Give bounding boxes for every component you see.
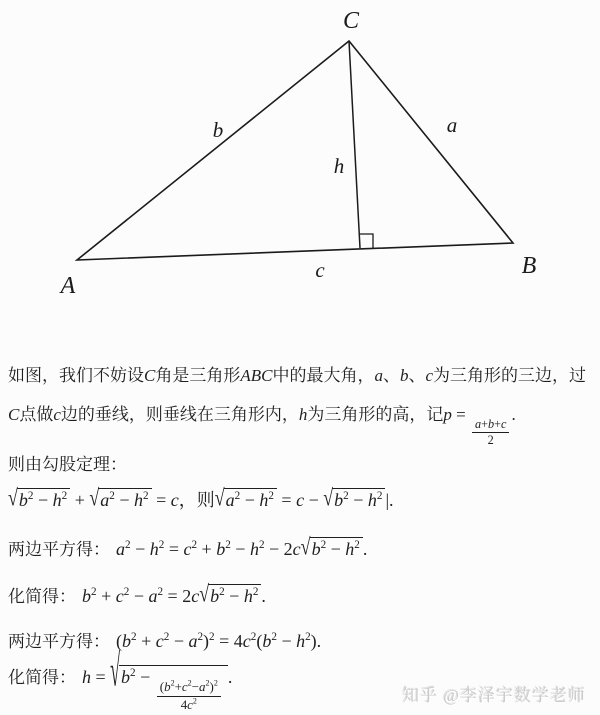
proof-step-1 <box>8 486 394 512</box>
triangle-abc-outline <box>77 41 513 260</box>
proof-step-4 <box>8 627 321 652</box>
side-label-a: a <box>446 113 458 137</box>
vertex-label-a: A <box>60 273 76 299</box>
proof-step-3 <box>8 582 266 607</box>
height-label-h: h <box>333 154 345 178</box>
watermark <box>402 681 586 706</box>
pythagoras-label: 则由勾股定理： <box>8 455 127 474</box>
triangle-diagram <box>0 0 600 348</box>
formula-step-3: $b^2 + c^2 - a^2 = 2c√b^2 - h^2$ . <box>82 580 266 607</box>
step-2-label: 两边平方得： <box>8 540 110 559</box>
altitude-line <box>349 41 360 248</box>
right-angle-marker <box>359 234 373 248</box>
formula-step-5: $h = √b^2$ − $\frac{(b^2+c^2-a^2)^2}{4c^2}$ . <box>82 645 233 712</box>
step-3-label: 化简得： <box>8 587 76 606</box>
vertex-label-b: B <box>521 253 537 279</box>
step-4-label: 两边平方得： <box>8 632 110 651</box>
side-label-b: b <box>212 118 224 142</box>
proof-step-2 <box>8 535 367 560</box>
step-5-label: 化简得： <box>8 668 76 687</box>
side-label-c: c <box>315 258 325 282</box>
proof-step-5 <box>8 645 233 714</box>
intro-paragraph: 如图，我们不妨设C角是三角形ABC中的最大角，a、b、c为三角形的三边，过C点做c边的垂线，则垂线在三角形内，h为三角形的高，记p = $\frac{a+b+c}{2}$ . <box>8 366 587 448</box>
formula-step-1: $√b^2 - h^2 + √a^2 - h^2 = c$，则$√a^2 - h^2 = c - √b^2 - h^2$ |. <box>8 484 394 511</box>
formula-step-2: $a^2 - h^2 = c^2 + b^2 - h^2 - 2c√b^2 - h^2$ . <box>116 533 368 560</box>
watermark-text: 知乎 @李泽宇数学老师 <box>402 686 586 705</box>
vertex-label-c: C <box>342 8 360 34</box>
formula-step-4: $(b^2 + c^2 - a^2)^2 = 4c^2(b^2 - h^2)$. <box>116 631 322 651</box>
